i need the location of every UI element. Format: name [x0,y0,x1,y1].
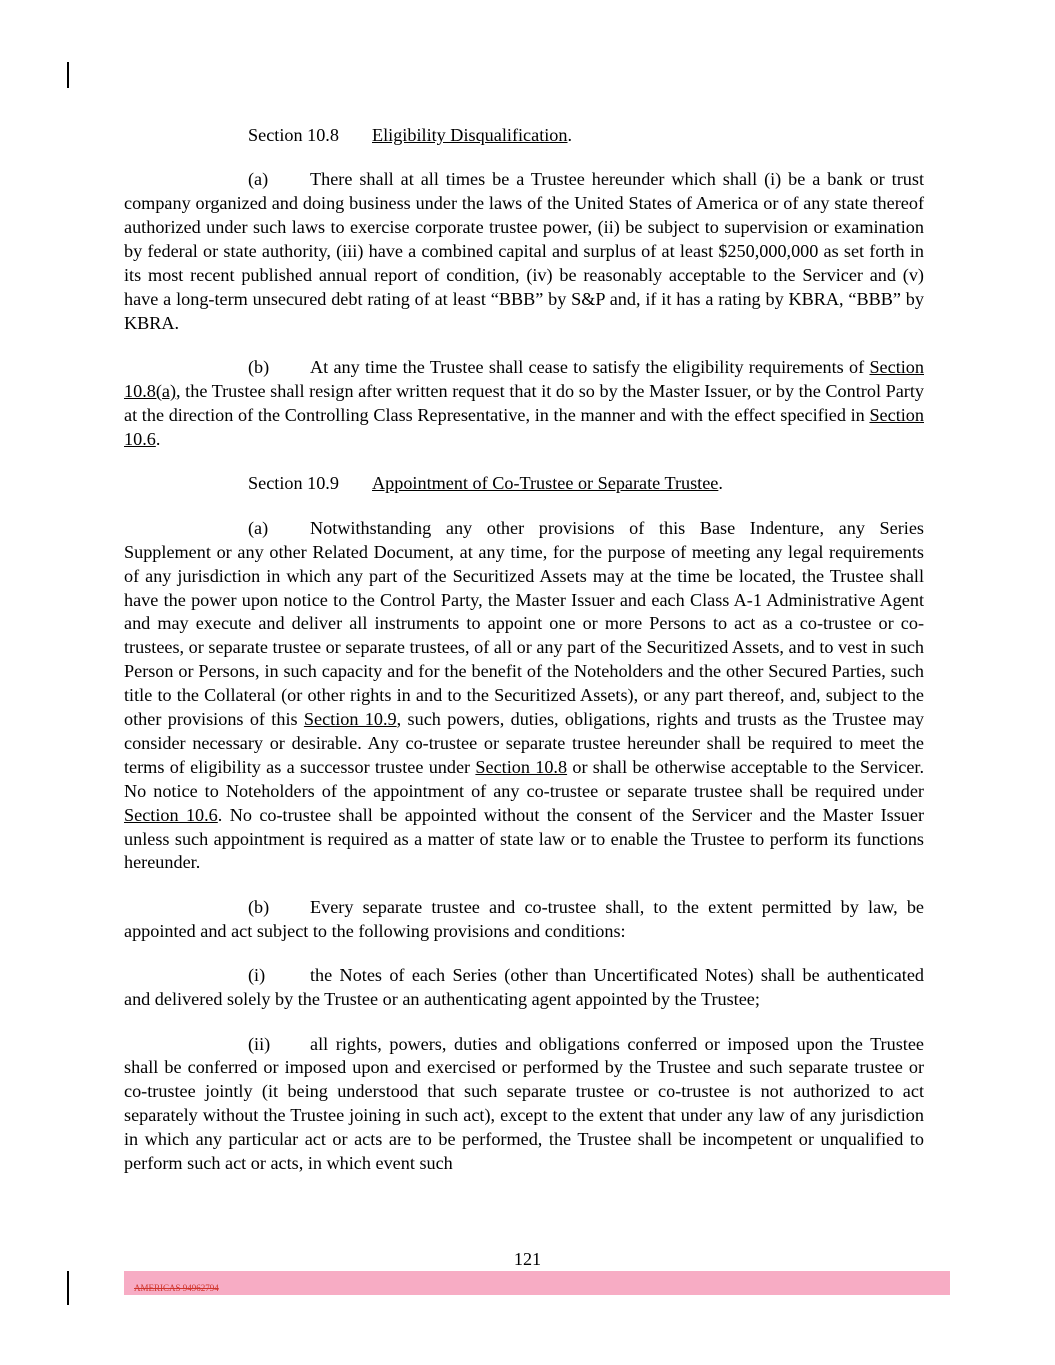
footer-band [124,1271,950,1295]
paragraph-enum: (ii) [248,1033,271,1054]
page-number: 121 [513,1249,542,1269]
section-number: Section 10.9 [248,473,339,494]
cross-reference-link: Section 10.6 [124,804,218,825]
cross-reference-link: Section 10.9 [303,709,397,730]
change-bar-top [67,62,69,88]
paragraph-text: all rights, powers, duties and obligations conferred or imposed upon the Trustee shall be conferred or imposed upon and exercised or performed by the Trustee and such separate trustee or co-trustee jointly (it being understood that such separate trustee or co-trustee is not authorized to act separately without the Trustee joining in such act), except to the extent that under any law of any jurisdiction in which any particular act or acts are to be performed, the Trustee shall be incompetent or unqualified to perform such act or acts, in which event such [124,1033,924,1174]
paragraph-10-9-b-ii [124,1033,924,1176]
paragraph-text: There shall at all times be a Trustee hereunder which shall (i) be a bank or trust company organized and doing business under the laws of the United States of America or of any state thereof authorized under such laws to exercise corporate trustee power, (ii) be subject to supervision or examination by federal or state authority, (iii) have a combined capital and surplus of at least $250,000,000 as set forth in its most recent published annual report of condition, (iv) be reasonably acceptable to the Servicer and (v) have a long-term unsecured debt rating of at least “BBB” by S&P and, if it has a rating by KBRA, “BBB” by KBRA. [124,169,924,333]
paragraph-enum: (a) [248,517,269,538]
paragraph-10-9-a: (a) Notwithstanding any other provisions of this Base Indenture, any Series Supplement or any other Related Document, at any time, for the purpose of meeting any legal requirements of any jurisdiction in which any part of the Securitized Assets may at the time be located, the Trustee shall have the power upon notice to the Control Party, the Master Issuer and each Class A-1 Administrative Agent and may execute and deliver all instruments to appoint one or more Persons to act as a co-trustee or co-trustees, or separate trustee or separate trustees, of all or any part of the Securitized Assets, and to vest in such Person or Persons, in such capacity and for the benefit of the Noteholders and the other Secured Parties, such title to the Collateral (or other rights in and to the Securitized Assets), or any part thereof, and, subject to the other provisions of this Section 10.9, such powers, duties, obligations, rights and trusts as the Trustee may consider necessary or desirable. Any co-trustee or separate trustee hereunder shall be required to meet the terms of eligibility as a successor trustee under Section 10.8 or shall be otherwise acceptable to the Servicer. No notice to Noteholders of the appointment of any co-trustee or separate trustee shall be required under Section 10.6. No co-trustee shall be appointed without the consent of the Servicer and the Master Issuer unless such appointment is required as a matter of state law or to enable the Trustee to perform its functions hereunder. [124,517,924,873]
document-body [124,124,924,1196]
document-id: AMERICAS 94962794 [134,1283,219,1293]
change-bar-bottom [67,1271,69,1305]
paragraph-enum: (i) [248,965,266,986]
paragraph-10-9-b-i [124,964,924,1012]
cross-reference-link: Section 10.8 [475,756,568,777]
section-heading-10-8: Section 10.8 Eligibility Disqualification. [124,124,924,148]
paragraph-10-8-a [124,168,924,335]
paragraph-10-8-b: (b) At any time the Trustee shall cease to satisfy the eligibility requirements of Section 10.8(a), the Trustee shall resign after written request that it do so by the Master Issuer, or by the Control Party at the direction of the Controlling Class Representative, in the manner and with the effect specified in Section 10.6. [124,357,924,449]
paragraph-text: the Notes of each Series (other than Uncertificated Notes) shall be authenticated and delivered solely by the Trustee or an authenticating agent appointed by the Trustee; [124,965,924,1010]
paragraph-10-9-b [124,896,924,944]
paragraph-enum: (b) [248,357,270,378]
paragraph-enum: (b) [248,896,270,917]
cross-reference-link: Section 10.6 [124,405,924,449]
section-title: Eligibility Disqualification [372,125,568,145]
section-heading-10-9: Section 10.9 Appointment of Co-Trustee or Separate Trustee. [124,472,924,496]
paragraph-enum: (a) [248,169,269,190]
section-title: Appointment of Co-Trustee or Separate Trustee [372,473,719,494]
paragraph-text: Every separate trustee and co-trustee shall, to the extent permitted by law, be appointed and act subject to the following provisions and conditions: [124,896,924,941]
cross-reference-link: Section 10.8(a) [124,357,924,402]
section-number: Section 10.8 [248,125,339,145]
